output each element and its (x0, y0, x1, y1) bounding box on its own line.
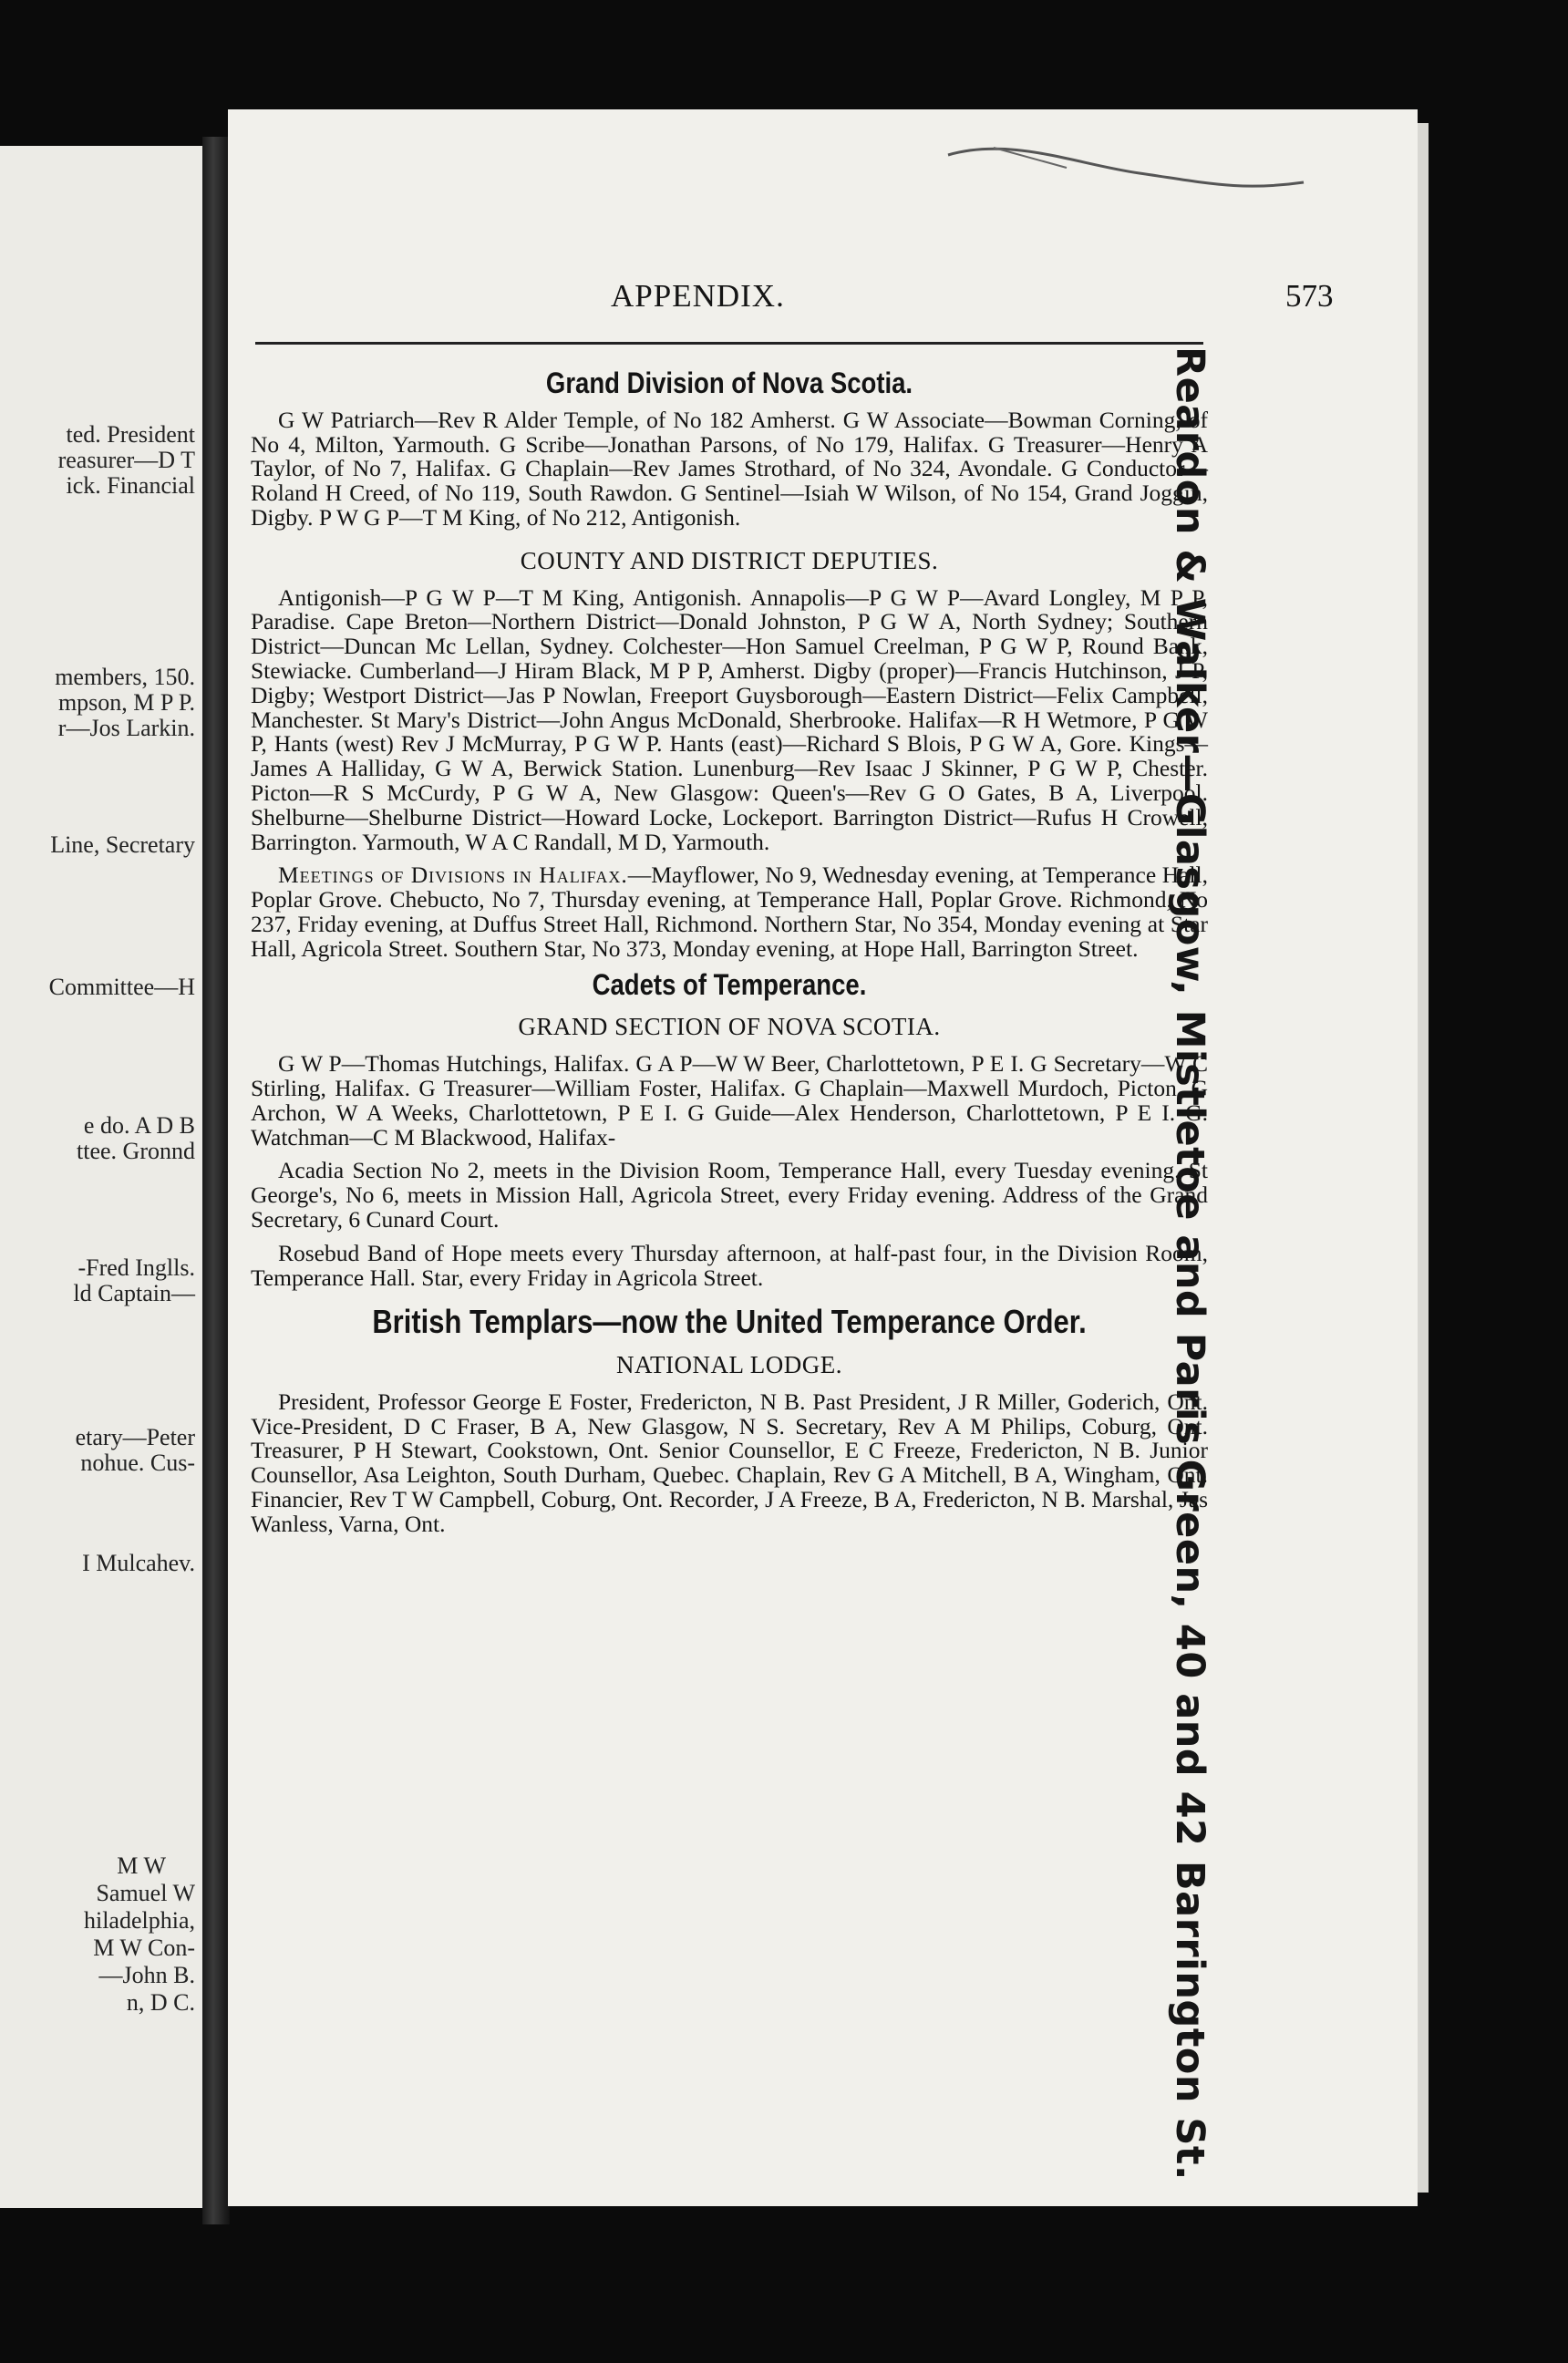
cadets-subheading: GRAND SECTION OF NOVA SCOTIA. (518, 1013, 941, 1041)
meetings-label: Meetings of Divisions in Halifax. (278, 862, 628, 889)
side-advertisement: Reardon & Walker—Glasgow, Mistletoe and Paris Green, 40 and 42 Barrington St. (1167, 346, 1212, 2181)
pencil-scribble-mark (939, 128, 1322, 201)
left-page-fragment: e do. A D B (83, 1112, 195, 1139)
cadets-officers: G W P—Thomas Hutchings, Halifax. G A P—W W Beer, Charlottetown, P E I. G Secretary—W C Stirling, Halifax. G Treasurer—William Foster, Halifax. G Chaplain—Maxwell Murdoch, Picton. G Archon, W A Weeks, Charlottetown, P E I. G Guide—Alex Henderson, Charlottetown, P E I. G. Watchman—C M Blackwood, Halifax- (251, 1050, 1208, 1151)
section-heading-grand-division: Grand Division of Nova Scotia. (545, 366, 913, 399)
left-page-fragment: ld Captain— (73, 1280, 195, 1306)
county-district-deputies: Antigonish—P G W P—T M King, Antigonish. Annapolis—P G W P—Avard Longley, M P P, Paradise. Cape Breton—Northern District—Donald Johnston, P G W A, North Sydney; Southern District—Duncan Mc Lellan, Sydney. Colchester—Hon Samuel Creelman, P G W P, Round Bank, Stewiacke. Cumberland—J Hiram Black, M P P, Amherst. Digby (proper)—Francis Hutchinson, J P, Digby; Westport District—Jas P Nowlan, Freeport Guysborough—Eastern District—Felix Campbell, Manchester. St Mary's District—John Angus McDonald, Sherbrooke. Halifax—R H Wetmore, P G W P, Hants (west) Rev J McMurray, P G W P. Hants (east)—Richard S Blois, P G W A, Gore. Kings—James A Halliday, G W A, Berwick Station. Lunenburg—Rev Isaac J Skinner, P G W P, Chester. Picton—R S McCurdy, P G W A, New Glasgow: Queen's—Rev G O Gates, B A, Liverpool. Shelburne—Shelburne District—Howard Locke, Lockeport. Barrington District—Rufus H Crowell, Barrington. Yarmouth, W A C Randall, M D, Yarmouth. (251, 583, 1208, 855)
left-page-fragment: reasurer—D T (57, 447, 195, 473)
section-heading-cadets: Cadets of Temperance. (592, 967, 867, 1001)
national-lodge-officers: President, Professor George E Foster, Fredericton, N B. Past President, J R Miller, Goderich, Ont. Vice-President, D C Fraser, B A, New Glasgow, N S. Secretary, Rev A M Philips, Coburg, Ont. Treasurer, P H Stewart, Cookstown, Ont. Senior Counsellor, E C Freeze, Fredericton, N B. Junior Counsellor, Asa Leighton, South Durham, Quebec. Chaplain, Rev G A Mitchell, B A, Wingham, Ont. Financier, Rev T W Campbell, Coburg, Ont. Recorder, J A Freeze, B A, Fredericton, N B. Marshal, Jas Wanless, Varna, Ont. (251, 1388, 1208, 1537)
left-page-fragment: Line, Secretary (50, 831, 195, 858)
rosebud-band-paragraph: Rosebud Band of Hope meets every Thursday afternoon, at half-past four, in the Division Room, Temperance Hall. Star, every Friday in Agricola Street. (251, 1239, 1208, 1291)
left-page-fragment: M W (117, 1852, 166, 1879)
left-page-fragment: —John B. (98, 1962, 195, 1988)
book-gutter (202, 137, 230, 2224)
section-heading-british-templars: British Templars—now the United Temperance Order. (372, 1303, 1087, 1341)
left-page-fragment: etary—Peter (75, 1424, 195, 1450)
left-page-fragment: -Fred Inglls. (77, 1254, 195, 1281)
left-facing-page (0, 146, 202, 2208)
grand-division-officers: G W Patriarch—Rev R Alder Temple, of No 182 Amherst. G W Associate—Bowman Corning, of No 4, Milton, Yarmouth. G Scribe—Jonathan Parsons, of No 179, Halifax. G Treasurer—Henry A Taylor, of No 7, Halifax. G Chaplain—Rev James Strothard, of No 324, Avondale. G Conductor—Roland H Creed, of No 119, South Rawdon. G Sentinel—Isiah W Wilson, of No 154, Grand Joggin, Digby. P W G P—T M King, of No 212, Antigonish. (251, 406, 1208, 531)
left-page-fragment: n, D C. (126, 1989, 195, 2016)
header-rule (255, 342, 1203, 345)
left-page-fragment: mpson, M P P. (57, 689, 195, 716)
acadia-section-paragraph: Acadia Section No 2, meets in the Division Room, Temperance Hall, every Tuesday evening. St George's, No 6, meets in Mission Hall, Agricola Street, every Friday evening. Address of the Grand Secretary, 6 Cunard Court. (251, 1157, 1208, 1233)
halifax-meetings-paragraph (251, 863, 1208, 961)
left-page-fragment: ted. President (66, 421, 195, 448)
meetings-text: —Mayflower, No 9, Wednesday evening, at Temperance Hall, Poplar Grove. Chebucto, No 7, Thursday evening, at Temperance Hall, Poplar Grove. Richmond, No 237, Friday evening, at Duffus Street Hall, Richmond. Northern Star, No 354, Monday evening at Star Hall, Agricola Street. Southern Star, No 373, Monday evening, at Hope Hall, Barrington Street. (251, 862, 1208, 962)
left-page-fragment: Samuel W (96, 1880, 195, 1906)
left-page-fragment: r—Jos Larkin. (57, 715, 195, 741)
left-page-fragment: I Mulcahev. (82, 1550, 195, 1576)
running-head-title: APPENDIX. (611, 278, 785, 314)
page-edge (1418, 123, 1429, 2193)
left-page-fragment: ick. Financial (66, 472, 195, 499)
deputies-heading: COUNTY AND DISTRICT DEPUTIES. (520, 546, 939, 574)
page-number: 573 (1285, 278, 1334, 314)
national-lodge-subheading: NATIONAL LODGE. (616, 1351, 842, 1379)
book-page (228, 109, 1418, 2206)
left-page-fragment: hiladelphia, (83, 1907, 195, 1934)
left-page-fragment: M W Con- (93, 1935, 195, 1961)
page-body (251, 360, 1208, 1546)
left-page-fragment: nohue. Cus- (80, 1450, 195, 1476)
left-page-fragment: members, 150. (55, 664, 195, 690)
left-page-fragment: ttee. Gronnd (77, 1138, 195, 1164)
left-page-fragment: Committee—H (48, 974, 195, 1000)
